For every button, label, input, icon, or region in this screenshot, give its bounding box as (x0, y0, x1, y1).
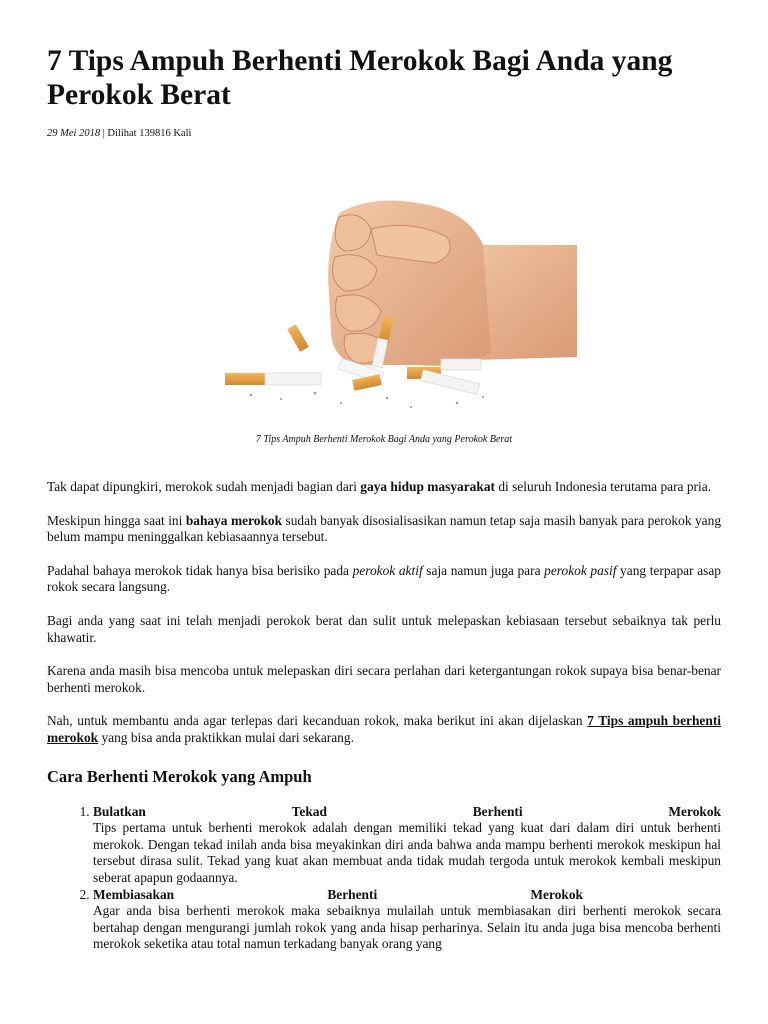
title-word: Berhenti (327, 886, 378, 902)
article-title: 7 Tips Ampuh Berhenti Merokok Bagi Anda yang Perokok Berat (47, 45, 673, 111)
paragraph-3 (47, 563, 721, 596)
paragraph-4: Bagi anda yang saat ini telah menjadi perokok berat dan sulit untuk melepaskan kebiasaan tersebut sebaiknya tak perlu khawatir. (47, 612, 721, 645)
text-span: saja namun juga para (422, 562, 545, 578)
article-image (47, 193, 721, 421)
list-item-body: Agar anda bisa berhenti merokok maka sebaiknya mulailah untuk membiasakan diri berhenti merokok secara bertahap dengan mengurangi jumlah rokok yang anda hisap perharinya. Selain itu anda juga bisa mencoba berhenti merokok seketika atau total namun terkadang banyak orang yang (93, 903, 721, 952)
bold-text: bahaya merokok (185, 512, 283, 528)
list-item (93, 804, 721, 887)
list-item-title (93, 887, 583, 904)
text-span: Nah, untuk membantu anda agar terlepas dari kecanduan rokok, maka berikut ini akan dijelaskan (47, 713, 588, 729)
text-span: di seluruh Indonesia terutama para pria. (494, 479, 712, 494)
italic-text: perokok aktif (352, 562, 423, 578)
image-caption: 7 Tips Ampuh Berhenti Merokok Bagi Anda yang Perokok Berat (255, 434, 513, 445)
title-word: Tekad (291, 803, 327, 819)
text-span: yang bisa anda praktikkan mulai dari sekarang. (98, 729, 354, 745)
text-span: Tak dapat dipungkiri, merokok sudah menjadi bagian dari (47, 479, 361, 494)
article-meta (47, 127, 721, 141)
italic-text: perokok pasif (544, 562, 617, 578)
paragraph-5: Karena anda masih bisa mencoba untuk melepaskan diri secara perlahan dari ketergantungan rokok supaya bisa benar-benar berhenti merokok. (47, 663, 721, 695)
publish-date: 29 Mei 2018 (47, 128, 101, 139)
text-span: sudah banyak disosialisasikan namun tetap saja masih banyak para perokok yang belum mampu meninggalkan kebiasaannya tersebut. (47, 512, 722, 545)
title-word: Merokok (668, 803, 721, 819)
list-item (93, 887, 721, 953)
fist-crushing-cigarettes-illustration (221, 193, 579, 419)
section-heading: Cara Berhenti Merokok yang Ampuh (47, 766, 312, 786)
tips-list (47, 804, 721, 953)
bold-text: gaya hidup masyarakat (360, 479, 495, 494)
title-word: Merokok (530, 886, 583, 902)
paragraph-6 (47, 713, 721, 746)
title-word: 1. Bulatkan (93, 803, 146, 819)
text-span: yang terpapar asap rokok secara langsung. (47, 562, 721, 595)
tips-link[interactable]: 7 Tips ampuh berhenti merokok (47, 713, 722, 745)
view-count: | Dilihat 139816 Kali (100, 128, 192, 139)
list-item-title (93, 804, 721, 821)
list-item-body: Tips pertama untuk berhenti merokok adalah dengan memiliki tekad yang kuat dari dalam diri untuk berhenti merokok. Dengan tekad inilah anda bisa meyakinkan diri anda bahwa anda mampu berhenti merokok meskipun hal tersebut dirasa sulit. Tekad yang kuat akan membuat anda tidak mudah tergoda untuk merokok kembali meskipun seberat apapun godaannya. (93, 820, 721, 885)
title-word: Berhenti (472, 803, 523, 819)
title-word: 2. Membiasakan (93, 886, 175, 902)
paragraph-2 (47, 513, 721, 546)
text-span: Padahal bahaya merokok tidak hanya bisa berisiko pada (47, 562, 353, 578)
text-span: Meskipun hingga saat ini (47, 512, 186, 528)
paragraph-1 (47, 479, 721, 496)
